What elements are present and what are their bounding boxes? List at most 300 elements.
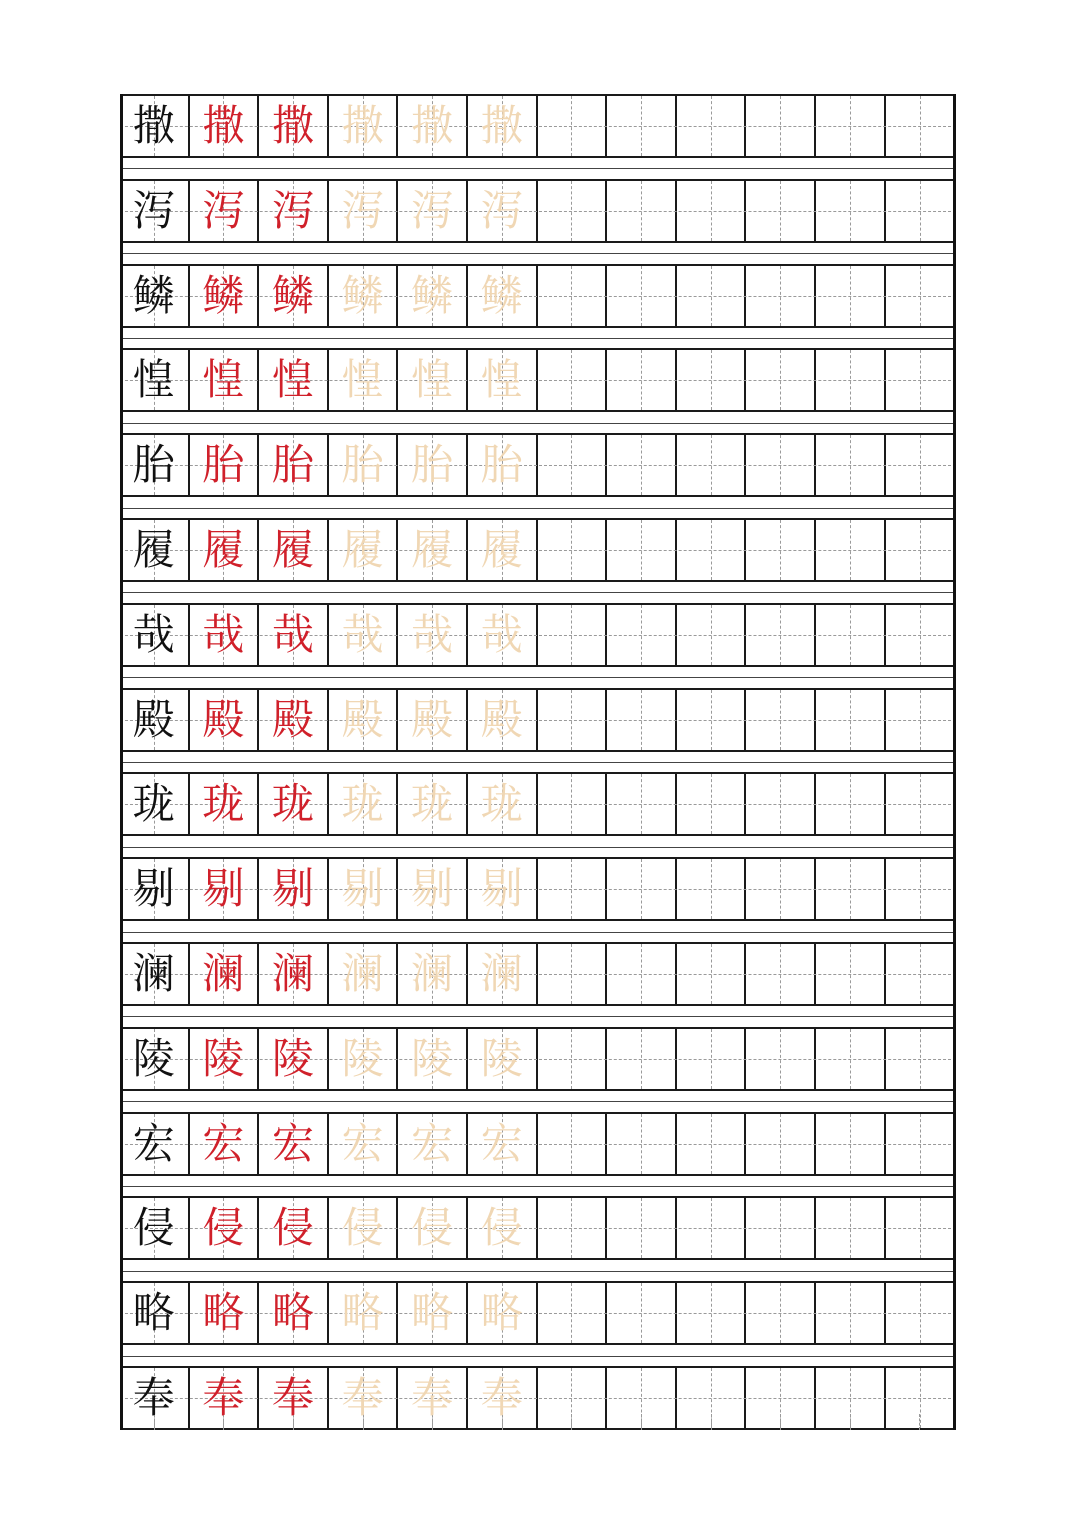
- model-character-cell[interactable]: [120, 520, 190, 580]
- blank-writing-cell[interactable]: [607, 266, 677, 326]
- blank-writing-cell[interactable]: [607, 774, 677, 834]
- blank-writing-cell[interactable]: [746, 1283, 816, 1343]
- tracing-cell-faint[interactable]: [398, 690, 468, 750]
- blank-writing-cell[interactable]: [746, 1029, 816, 1089]
- blank-writing-cell[interactable]: [816, 1198, 886, 1258]
- tracing-cell-red[interactable]: [259, 859, 329, 919]
- blank-writing-cell[interactable]: [816, 520, 886, 580]
- tracing-character-faint: 略: [341, 1288, 384, 1338]
- blank-writing-cell[interactable]: [677, 944, 747, 1004]
- tracing-character-faint: 哉: [480, 609, 523, 659]
- practice-row: [120, 772, 956, 836]
- tracing-cell-faint[interactable]: [468, 96, 538, 156]
- tracing-character-faint: 陵: [411, 1033, 454, 1083]
- blank-writing-cell[interactable]: [746, 1114, 816, 1174]
- blank-writing-cell[interactable]: [677, 690, 747, 750]
- tracing-character-faint: 惶: [341, 355, 384, 405]
- blank-writing-cell[interactable]: [746, 690, 816, 750]
- blank-writing-cell[interactable]: [607, 1114, 677, 1174]
- model-character: 剔: [132, 864, 175, 914]
- tracing-cell-red[interactable]: [259, 520, 329, 580]
- tracing-character-faint: 鳞: [480, 270, 523, 320]
- model-character-cell[interactable]: [120, 96, 190, 156]
- blank-writing-cell[interactable]: [746, 96, 816, 156]
- tracing-cell-red[interactable]: [190, 1029, 260, 1089]
- blank-writing-cell[interactable]: [607, 859, 677, 919]
- blank-writing-cell[interactable]: [886, 435, 956, 495]
- tracing-cell-red[interactable]: [259, 1029, 329, 1089]
- model-character-cell[interactable]: [120, 605, 190, 665]
- tracing-character-faint: 珑: [411, 779, 454, 829]
- tracing-character-faint: 珑: [341, 779, 384, 829]
- blank-writing-cell[interactable]: [538, 520, 608, 580]
- tracing-cell-red[interactable]: [190, 1114, 260, 1174]
- practice-row: [120, 1281, 956, 1345]
- practice-row: [120, 518, 956, 582]
- tracing-character-red: 履: [271, 525, 314, 574]
- tracing-cell-red[interactable]: [190, 944, 260, 1004]
- blank-writing-cell[interactable]: [816, 435, 886, 495]
- blank-writing-cell[interactable]: [886, 181, 956, 241]
- blank-writing-cell[interactable]: [677, 1198, 747, 1258]
- model-character: 泻: [132, 185, 175, 235]
- tracing-character-red: 撒: [271, 101, 314, 150]
- blank-writing-cell[interactable]: [816, 944, 886, 1004]
- model-character-cell[interactable]: [120, 859, 190, 919]
- tracing-character-faint: 略: [411, 1288, 454, 1338]
- partial-row: [120, 1414, 956, 1430]
- tracing-character-faint: 奉: [411, 1373, 454, 1422]
- tracing-character-red: 宏: [202, 1118, 245, 1168]
- model-character: 哉: [132, 609, 175, 659]
- row-separator: [120, 932, 956, 933]
- tracing-character-red: 泻: [271, 185, 314, 235]
- tracing-cell-red[interactable]: [259, 266, 329, 326]
- model-character-cell[interactable]: [120, 1283, 190, 1343]
- blank-writing-cell[interactable]: [886, 1198, 956, 1258]
- blank-writing-cell[interactable]: [538, 605, 608, 665]
- blank-writing-cell[interactable]: [746, 520, 816, 580]
- tracing-character-faint: 泻: [411, 185, 454, 235]
- tracing-cell-faint[interactable]: [398, 774, 468, 834]
- blank-writing-cell[interactable]: [816, 859, 886, 919]
- tracing-cell-red[interactable]: [190, 181, 260, 241]
- blank-writing-cell[interactable]: [886, 944, 956, 1004]
- tracing-cell-faint[interactable]: [329, 435, 399, 495]
- tracing-character-faint: 澜: [411, 949, 454, 998]
- blank-writing-cell[interactable]: [538, 350, 608, 410]
- blank-writing-cell[interactable]: [816, 1029, 886, 1089]
- tracing-character-faint: 殿: [480, 694, 523, 744]
- blank-writing-cell[interactable]: [677, 520, 747, 580]
- tracing-character-faint: 澜: [480, 949, 523, 998]
- blank-writing-cell[interactable]: [538, 944, 608, 1004]
- model-character: 珑: [132, 779, 175, 829]
- blank-writing-cell[interactable]: [538, 96, 608, 156]
- blank-writing-cell[interactable]: [886, 350, 956, 410]
- tracing-cell-faint[interactable]: [329, 690, 399, 750]
- blank-writing-cell[interactable]: [816, 266, 886, 326]
- row-separator: [120, 1356, 956, 1357]
- blank-writing-cell[interactable]: [886, 520, 956, 580]
- tracing-character-red: 宏: [271, 1118, 314, 1168]
- row-separator: [120, 508, 956, 509]
- blank-writing-cell[interactable]: [607, 96, 677, 156]
- blank-writing-cell[interactable]: [886, 859, 956, 919]
- tracing-character-faint: 履: [480, 525, 523, 574]
- blank-writing-cell[interactable]: [746, 350, 816, 410]
- tracing-character-faint: 鳞: [341, 270, 384, 320]
- blank-writing-cell[interactable]: [677, 1114, 747, 1174]
- tracing-character-red: 惶: [271, 355, 314, 405]
- practice-row: [120, 264, 956, 328]
- tracing-character-faint: 惶: [480, 355, 523, 405]
- blank-writing-cell[interactable]: [746, 774, 816, 834]
- tracing-character-red: 履: [202, 525, 245, 574]
- blank-writing-cell[interactable]: [538, 1283, 608, 1343]
- tracing-character-red: 珑: [271, 779, 314, 829]
- blank-writing-cell[interactable]: [607, 1198, 677, 1258]
- tracing-cell-red[interactable]: [190, 774, 260, 834]
- model-character-cell[interactable]: [120, 266, 190, 326]
- blank-writing-cell[interactable]: [886, 96, 956, 156]
- blank-writing-cell[interactable]: [677, 1283, 747, 1343]
- blank-writing-cell[interactable]: [746, 266, 816, 326]
- tracing-cell-faint[interactable]: [468, 1114, 538, 1174]
- tracing-character-red: 惶: [202, 355, 245, 405]
- tracing-character-faint: 殿: [411, 694, 454, 744]
- tracing-character-faint: 胎: [341, 440, 384, 490]
- blank-writing-cell[interactable]: [607, 605, 677, 665]
- tracing-cell-faint[interactable]: [398, 1198, 468, 1258]
- blank-writing-cell[interactable]: [886, 1029, 956, 1089]
- tracing-cell-faint[interactable]: [329, 774, 399, 834]
- blank-writing-cell[interactable]: [677, 859, 747, 919]
- blank-writing-cell[interactable]: [607, 1029, 677, 1089]
- tracing-character-faint: 惶: [411, 355, 454, 405]
- tracing-cell-faint[interactable]: [398, 266, 468, 326]
- tracing-character-red: 殿: [271, 694, 314, 744]
- blank-writing-cell[interactable]: [746, 944, 816, 1004]
- blank-writing-cell[interactable]: [816, 96, 886, 156]
- blank-writing-cell[interactable]: [886, 605, 956, 665]
- blank-writing-cell[interactable]: [538, 1198, 608, 1258]
- blank-writing-cell[interactable]: [816, 690, 886, 750]
- tracing-cell-red[interactable]: [259, 181, 329, 241]
- model-character: 殿: [132, 694, 175, 744]
- tracing-character-red: 胎: [271, 440, 314, 490]
- blank-writing-cell[interactable]: [886, 774, 956, 834]
- row-separator: [120, 762, 956, 763]
- tracing-cell-red[interactable]: [190, 96, 260, 156]
- tracing-cell-faint[interactable]: [468, 944, 538, 1004]
- tracing-character-red: 略: [271, 1288, 314, 1338]
- blank-writing-cell[interactable]: [677, 266, 747, 326]
- row-separator: [120, 1271, 956, 1272]
- model-character-cell[interactable]: [120, 1029, 190, 1089]
- partial-row-cell: [677, 1414, 747, 1430]
- blank-writing-cell[interactable]: [538, 181, 608, 241]
- tracing-cell-faint[interactable]: [468, 774, 538, 834]
- tracing-character-faint: 鳞: [411, 270, 454, 320]
- tracing-cell-red[interactable]: [190, 350, 260, 410]
- practice-row: [120, 433, 956, 497]
- blank-writing-cell[interactable]: [538, 774, 608, 834]
- blank-writing-cell[interactable]: [746, 435, 816, 495]
- tracing-cell-red[interactable]: [259, 774, 329, 834]
- practice-row: [120, 1112, 956, 1176]
- row-separator: [120, 1101, 956, 1102]
- tracing-character-faint: 奉: [341, 1373, 384, 1422]
- tracing-character-red: 奉: [271, 1373, 314, 1422]
- blank-writing-cell[interactable]: [607, 1283, 677, 1343]
- tracing-cell-faint[interactable]: [468, 859, 538, 919]
- practice-row: [120, 942, 956, 1006]
- tracing-cell-faint[interactable]: [398, 1029, 468, 1089]
- tracing-character-red: 奉: [202, 1373, 245, 1422]
- blank-writing-cell[interactable]: [816, 605, 886, 665]
- row-separator: [120, 338, 956, 339]
- blank-writing-cell[interactable]: [677, 435, 747, 495]
- model-character: 履: [132, 525, 175, 574]
- row-separator: [120, 677, 956, 678]
- blank-writing-cell[interactable]: [816, 181, 886, 241]
- tracing-character-faint: 宏: [480, 1118, 523, 1168]
- tracing-cell-red[interactable]: [259, 435, 329, 495]
- model-character-cell[interactable]: [120, 774, 190, 834]
- tracing-cell-faint[interactable]: [468, 1198, 538, 1258]
- tracing-character-red: 陵: [202, 1033, 245, 1083]
- tracing-cell-red[interactable]: [190, 520, 260, 580]
- row-separator: [120, 1186, 956, 1187]
- tracing-cell-red[interactable]: [190, 1198, 260, 1258]
- partial-row-cell: [886, 1414, 956, 1430]
- model-character: 撒: [132, 101, 175, 150]
- row-separator: [120, 253, 956, 254]
- tracing-character-faint: 剔: [341, 864, 384, 914]
- practice-row: [120, 1027, 956, 1091]
- tracing-cell-faint[interactable]: [329, 1029, 399, 1089]
- tracing-character-faint: 侵: [341, 1203, 384, 1253]
- tracing-character-faint: 奉: [480, 1373, 523, 1422]
- tracing-cell-faint[interactable]: [398, 181, 468, 241]
- blank-writing-cell[interactable]: [607, 350, 677, 410]
- tracing-character-faint: 侵: [480, 1203, 523, 1253]
- blank-writing-cell[interactable]: [677, 774, 747, 834]
- tracing-character-faint: 陵: [480, 1033, 523, 1083]
- blank-writing-cell[interactable]: [746, 1198, 816, 1258]
- model-character: 鳞: [132, 270, 175, 320]
- tracing-cell-faint[interactable]: [329, 1114, 399, 1174]
- model-character: 略: [132, 1288, 175, 1338]
- tracing-cell-faint[interactable]: [329, 605, 399, 665]
- blank-writing-cell[interactable]: [746, 859, 816, 919]
- tracing-cell-faint[interactable]: [398, 96, 468, 156]
- blank-writing-cell[interactable]: [677, 350, 747, 410]
- blank-writing-cell[interactable]: [886, 690, 956, 750]
- blank-writing-cell[interactable]: [816, 1283, 886, 1343]
- tracing-character-faint: 撒: [411, 101, 454, 150]
- tracing-cell-red[interactable]: [259, 690, 329, 750]
- blank-writing-cell[interactable]: [607, 520, 677, 580]
- blank-writing-cell[interactable]: [538, 859, 608, 919]
- row-separator: [120, 168, 956, 169]
- row-separator: [120, 1016, 956, 1017]
- tracing-cell-faint[interactable]: [398, 435, 468, 495]
- tracing-cell-red[interactable]: [190, 859, 260, 919]
- blank-writing-cell[interactable]: [607, 181, 677, 241]
- tracing-cell-faint[interactable]: [398, 1283, 468, 1343]
- tracing-cell-faint[interactable]: [329, 266, 399, 326]
- blank-writing-cell[interactable]: [886, 1114, 956, 1174]
- tracing-cell-red[interactable]: [259, 944, 329, 1004]
- model-character-cell[interactable]: [120, 181, 190, 241]
- blank-writing-cell[interactable]: [886, 1283, 956, 1343]
- tracing-character-red: 泻: [202, 185, 245, 235]
- practice-row: [120, 857, 956, 921]
- model-character: 宏: [132, 1118, 175, 1168]
- tracing-cell-faint[interactable]: [468, 181, 538, 241]
- model-character-cell[interactable]: [120, 1198, 190, 1258]
- tracing-character-faint: 略: [480, 1288, 523, 1338]
- blank-writing-cell[interactable]: [746, 181, 816, 241]
- tracing-character-faint: 泻: [341, 185, 384, 235]
- tracing-character-faint: 泻: [480, 185, 523, 235]
- tracing-cell-faint[interactable]: [329, 1198, 399, 1258]
- blank-writing-cell[interactable]: [816, 1114, 886, 1174]
- tracing-character-red: 侵: [271, 1203, 314, 1253]
- practice-row: [120, 179, 956, 243]
- tracing-cell-faint[interactable]: [468, 266, 538, 326]
- blank-writing-cell[interactable]: [607, 435, 677, 495]
- blank-writing-cell[interactable]: [607, 690, 677, 750]
- tracing-cell-red[interactable]: [190, 690, 260, 750]
- blank-writing-cell[interactable]: [746, 605, 816, 665]
- tracing-character-red: 胎: [202, 440, 245, 490]
- practice-row: [120, 1196, 956, 1260]
- model-character: 胎: [132, 440, 175, 490]
- tracing-cell-faint[interactable]: [398, 350, 468, 410]
- practice-row: [120, 603, 956, 667]
- model-character-cell[interactable]: [120, 350, 190, 410]
- blank-writing-cell[interactable]: [538, 690, 608, 750]
- blank-writing-cell[interactable]: [677, 96, 747, 156]
- blank-writing-cell[interactable]: [677, 605, 747, 665]
- blank-writing-cell[interactable]: [538, 266, 608, 326]
- tracing-character-red: 珑: [202, 779, 245, 829]
- practice-row: [120, 348, 956, 412]
- tracing-character-red: 哉: [271, 609, 314, 659]
- blank-writing-cell[interactable]: [816, 350, 886, 410]
- blank-writing-cell[interactable]: [677, 1029, 747, 1089]
- tracing-cell-red[interactable]: [259, 605, 329, 665]
- practice-row: [120, 94, 956, 158]
- tracing-cell-faint[interactable]: [468, 520, 538, 580]
- tracing-cell-faint[interactable]: [398, 520, 468, 580]
- model-character-cell[interactable]: [120, 944, 190, 1004]
- tracing-character-faint: 剔: [411, 864, 454, 914]
- tracing-character-faint: 胎: [411, 440, 454, 490]
- tracing-cell-faint[interactable]: [468, 435, 538, 495]
- tracing-cell-faint[interactable]: [468, 350, 538, 410]
- tracing-character-faint: 剔: [480, 864, 523, 914]
- blank-writing-cell[interactable]: [607, 944, 677, 1004]
- model-character: 侵: [132, 1203, 175, 1253]
- tracing-cell-red[interactable]: [259, 350, 329, 410]
- tracing-cell-faint[interactable]: [329, 181, 399, 241]
- tracing-cell-faint[interactable]: [468, 1029, 538, 1089]
- tracing-cell-red[interactable]: [190, 605, 260, 665]
- tracing-character-red: 撒: [202, 101, 245, 150]
- tracing-cell-red[interactable]: [259, 96, 329, 156]
- tracing-character-red: 哉: [202, 609, 245, 659]
- practice-sheet: [120, 94, 956, 1430]
- model-character: 陵: [132, 1033, 175, 1083]
- partial-row-cell: [746, 1414, 816, 1430]
- partial-row-cell: [538, 1414, 608, 1430]
- tracing-cell-faint[interactable]: [468, 605, 538, 665]
- blank-writing-cell[interactable]: [538, 1114, 608, 1174]
- blank-writing-cell[interactable]: [816, 774, 886, 834]
- tracing-cell-faint[interactable]: [398, 859, 468, 919]
- tracing-character-red: 澜: [202, 949, 245, 998]
- tracing-character-faint: 哉: [411, 609, 454, 659]
- tracing-cell-faint[interactable]: [398, 944, 468, 1004]
- tracing-cell-red[interactable]: [190, 435, 260, 495]
- model-character-cell[interactable]: [120, 690, 190, 750]
- tracing-cell-red[interactable]: [190, 1283, 260, 1343]
- row-separator: [120, 847, 956, 848]
- blank-writing-cell[interactable]: [538, 435, 608, 495]
- tracing-character-faint: 哉: [341, 609, 384, 659]
- row-separator: [120, 592, 956, 593]
- tracing-cell-faint[interactable]: [329, 944, 399, 1004]
- tracing-cell-red[interactable]: [190, 266, 260, 326]
- tracing-character-red: 殿: [202, 694, 245, 744]
- tracing-cell-faint[interactable]: [329, 520, 399, 580]
- tracing-character-faint: 珑: [480, 779, 523, 829]
- tracing-cell-faint[interactable]: [329, 350, 399, 410]
- blank-writing-cell[interactable]: [677, 181, 747, 241]
- blank-writing-cell[interactable]: [886, 266, 956, 326]
- tracing-character-red: 鳞: [202, 270, 245, 320]
- tracing-cell-faint[interactable]: [329, 1283, 399, 1343]
- tracing-character-faint: 宏: [411, 1118, 454, 1168]
- tracing-character-faint: 履: [411, 525, 454, 574]
- tracing-cell-faint[interactable]: [468, 690, 538, 750]
- tracing-cell-red[interactable]: [259, 1114, 329, 1174]
- model-character-cell[interactable]: [120, 1114, 190, 1174]
- tracing-character-faint: 陵: [341, 1033, 384, 1083]
- tracing-cell-faint[interactable]: [329, 859, 399, 919]
- partial-row-cell: [816, 1414, 886, 1430]
- tracing-cell-faint[interactable]: [468, 1283, 538, 1343]
- tracing-cell-faint[interactable]: [329, 96, 399, 156]
- tracing-character-red: 略: [202, 1288, 245, 1338]
- blank-writing-cell[interactable]: [538, 1029, 608, 1089]
- tracing-character-red: 侵: [202, 1203, 245, 1253]
- tracing-character-red: 鳞: [271, 270, 314, 320]
- tracing-character-red: 剔: [202, 864, 245, 914]
- partial-row-cell: [607, 1414, 677, 1430]
- tracing-cell-faint[interactable]: [398, 1114, 468, 1174]
- tracing-character-red: 澜: [271, 949, 314, 998]
- tracing-cell-red[interactable]: [259, 1198, 329, 1258]
- model-character-cell[interactable]: [120, 435, 190, 495]
- tracing-cell-red[interactable]: [259, 1283, 329, 1343]
- tracing-character-faint: 殿: [341, 694, 384, 744]
- tracing-cell-faint[interactable]: [398, 605, 468, 665]
